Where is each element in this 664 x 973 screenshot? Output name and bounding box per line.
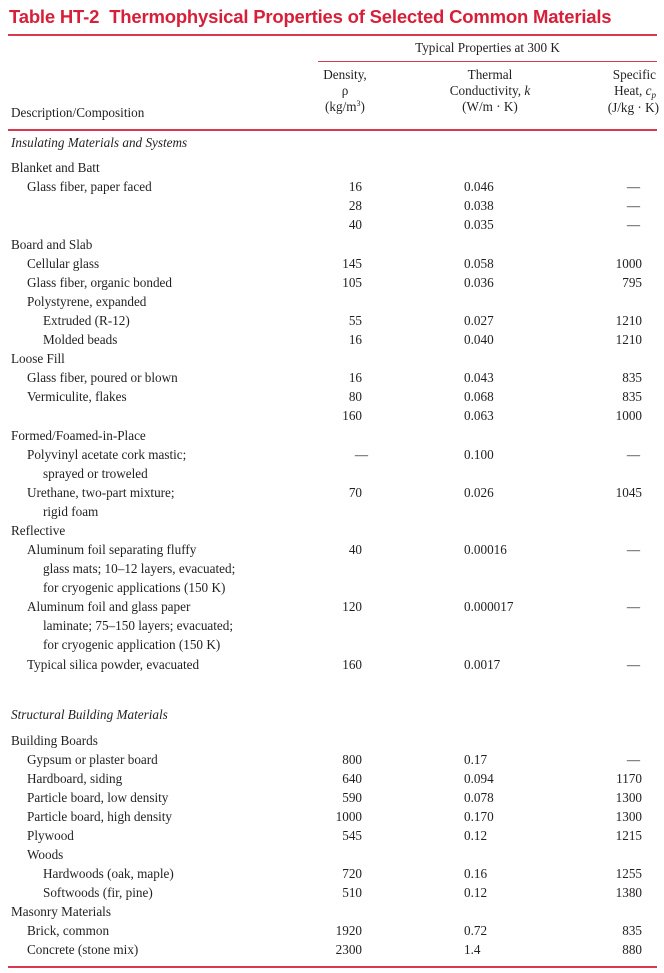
density-value: 55 <box>348 313 362 328</box>
material-description: sprayed or troweled <box>43 466 148 481</box>
specific-heat-value: 1045 <box>615 485 642 500</box>
table-row <box>0 845 664 864</box>
conductivity-value: 0.0017 <box>464 657 501 672</box>
conductivity-header-line2: Conductivity, k <box>449 83 531 98</box>
material-description: Vermiculite, flakes <box>27 389 127 404</box>
group-label: Loose Fill <box>11 351 65 366</box>
table-row <box>0 597 664 616</box>
material-description: Cellular glass <box>27 256 100 271</box>
group-row <box>0 349 664 368</box>
conductivity-value: 0.12 <box>464 885 488 900</box>
table-row <box>0 368 664 387</box>
conductivity-value: 0.058 <box>464 256 494 271</box>
category-label: Insulating Materials and Systems <box>11 135 188 150</box>
material-description: Woods <box>27 847 64 862</box>
density-value: 16 <box>348 332 362 347</box>
specific-heat-value: 1300 <box>615 809 642 824</box>
conductivity-value: 0.040 <box>464 332 494 347</box>
density-value: 16 <box>348 370 362 385</box>
specific-heat-value: 1255 <box>615 866 642 881</box>
table-row <box>0 540 664 559</box>
density-value: — <box>354 447 368 462</box>
material-description: Brick, common <box>27 923 110 938</box>
conductivity-value: 0.16 <box>464 866 488 881</box>
conductivity-value: 0.12 <box>464 828 488 843</box>
material-description: Particle board, low density <box>27 790 169 805</box>
density-value: 2300 <box>335 942 362 957</box>
material-description: Glass fiber, poured or blown <box>27 370 178 385</box>
table-row <box>0 196 664 215</box>
material-description: Molded beads <box>43 332 118 347</box>
specific-heat-value: 1210 <box>615 332 642 347</box>
table-row <box>0 921 664 940</box>
conductivity-value: 0.100 <box>464 447 494 462</box>
group-label: Formed/Foamed-in-Place <box>11 428 146 443</box>
specific-heat-value: 1000 <box>615 256 642 271</box>
density-value: 545 <box>342 828 362 843</box>
density-value: 145 <box>342 256 362 271</box>
conductivity-value: 0.046 <box>464 179 494 194</box>
category-row <box>0 705 664 724</box>
table-row <box>0 940 664 959</box>
table-number: Table HT-2 <box>9 6 100 27</box>
specific-heat-header-line1: Specific <box>612 67 656 82</box>
material-description: Glass fiber, paper faced <box>27 179 152 194</box>
specific-heat-value: — <box>626 542 640 557</box>
density-header <box>305 67 385 115</box>
density-value: 28 <box>348 198 362 213</box>
material-description: laminate; 75–150 layers; evacuated; <box>43 618 234 633</box>
conductivity-value: 0.038 <box>464 198 494 213</box>
density-value: 800 <box>342 752 362 767</box>
density-value: 1000 <box>335 809 362 824</box>
header-rule <box>8 129 657 131</box>
density-value: 40 <box>348 542 362 557</box>
density-value: 40 <box>348 217 362 232</box>
density-value: 160 <box>342 408 362 423</box>
material-description: Hardwoods (oak, maple) <box>43 866 174 881</box>
conductivity-value: 0.036 <box>464 275 494 290</box>
specific-heat-value: 795 <box>622 275 642 290</box>
specific-heat-value: 1000 <box>615 408 642 423</box>
density-value: 70 <box>348 485 362 500</box>
group-row <box>0 521 664 540</box>
specific-heat-value: 1300 <box>615 790 642 805</box>
conductivity-value: 0.027 <box>464 313 494 328</box>
density-value: 80 <box>348 389 362 404</box>
title-rule <box>8 34 657 36</box>
material-description: Polyvinyl acetate cork mastic; <box>27 447 187 462</box>
table-row <box>0 559 664 578</box>
material-description: Polystyrene, expanded <box>27 294 147 309</box>
specific-heat-value: 1215 <box>615 828 642 843</box>
table-row <box>0 254 664 273</box>
group-row <box>0 426 664 445</box>
conductivity-value: 0.72 <box>464 923 488 938</box>
density-value: 120 <box>342 599 362 614</box>
group-header-rule <box>318 61 657 62</box>
density-value: 1920 <box>335 923 362 938</box>
table-row <box>0 406 664 425</box>
specific-heat-value: — <box>626 599 640 614</box>
group-row <box>0 235 664 254</box>
group-label: Masonry Materials <box>11 904 111 919</box>
density-value: 590 <box>342 790 362 805</box>
conductivity-value: 0.094 <box>464 771 494 786</box>
specific-heat-value: — <box>626 657 640 672</box>
table-row <box>0 502 664 521</box>
description-header: Description/Composition <box>11 105 145 120</box>
conductivity-value: 0.170 <box>464 809 494 824</box>
table-row <box>0 387 664 406</box>
conductivity-value: 0.026 <box>464 485 494 500</box>
group-label: Reflective <box>11 523 66 538</box>
conductivity-value: 0.068 <box>464 389 494 404</box>
specific-heat-value: — <box>626 198 640 213</box>
conductivity-value: 0.00016 <box>464 542 507 557</box>
table-row <box>0 292 664 311</box>
conductivity-header <box>430 67 550 115</box>
category-label: Structural Building Materials <box>11 707 168 722</box>
category-row <box>0 133 664 152</box>
group-label: Building Boards <box>11 733 98 748</box>
density-symbol: ρ <box>341 83 349 98</box>
table-row <box>0 273 664 292</box>
group-header: Typical Properties at 300 K <box>415 40 560 55</box>
conductivity-value: 0.035 <box>464 217 494 232</box>
specific-heat-value: 1380 <box>615 885 642 900</box>
density-value: 640 <box>342 771 362 786</box>
specific-heat-unit: (J/kg · K) <box>607 100 659 115</box>
group-row <box>0 731 664 750</box>
density-value: 720 <box>342 866 362 881</box>
conductivity-unit: (W/m · K) <box>462 99 518 114</box>
conductivity-value: 0.078 <box>464 790 494 805</box>
density-value: 16 <box>348 179 362 194</box>
group-label: Blanket and Batt <box>11 160 100 175</box>
table-title <box>9 6 611 28</box>
group-label: Board and Slab <box>11 237 93 252</box>
table-row <box>0 655 664 674</box>
specific-heat-value: 1210 <box>615 313 642 328</box>
material-description: Gypsum or plaster board <box>27 752 158 767</box>
bottom-rule <box>8 966 657 968</box>
table-row <box>0 215 664 234</box>
material-description: Extruded (R-12) <box>43 313 130 328</box>
density-value: 160 <box>342 657 362 672</box>
table-row <box>0 883 664 902</box>
table-row <box>0 483 664 502</box>
specific-heat-value: — <box>626 752 640 767</box>
material-description: Typical silica powder, evacuated <box>27 657 200 672</box>
table-row <box>0 635 664 654</box>
table-row <box>0 750 664 769</box>
material-description: Softwoods (fir, pine) <box>43 885 153 900</box>
material-description: Hardboard, siding <box>27 771 123 786</box>
specific-heat-value: — <box>626 447 640 462</box>
material-description: Glass fiber, organic bonded <box>27 275 172 290</box>
conductivity-value: 0.063 <box>464 408 494 423</box>
conductivity-header-line1: Thermal <box>467 67 513 82</box>
density-value: 510 <box>342 885 362 900</box>
specific-heat-value: 835 <box>622 370 642 385</box>
material-description: for cryogenic application (150 K) <box>43 637 221 652</box>
material-description: rigid foam <box>43 504 99 519</box>
table-row <box>0 177 664 196</box>
specific-heat-value: 1170 <box>616 771 642 786</box>
table-row <box>0 769 664 788</box>
density-header-line1: Density, <box>323 67 367 82</box>
material-description: Urethane, two-part mixture; <box>27 485 175 500</box>
material-description: for cryogenic applications (150 K) <box>43 580 226 595</box>
table-row <box>0 807 664 826</box>
density-value: 105 <box>342 275 362 290</box>
material-description: Particle board, high density <box>27 809 173 824</box>
conductivity-value: 1.4 <box>464 942 481 957</box>
table-row <box>0 464 664 483</box>
material-description: Concrete (stone mix) <box>27 942 139 957</box>
table-row <box>0 578 664 597</box>
material-description: Aluminum foil separating fluffy <box>27 542 197 557</box>
table-row <box>0 826 664 845</box>
specific-heat-header <box>585 67 659 116</box>
table-row <box>0 311 664 330</box>
conductivity-value: 0.17 <box>464 752 488 767</box>
specific-heat-header-line2: Heat, $c_p$ <box>614 83 656 100</box>
material-description: Aluminum foil and glass paper <box>27 599 191 614</box>
material-description: glass mats; 10–12 layers, evacuated; <box>43 561 236 576</box>
table-row <box>0 330 664 349</box>
specific-heat-value: 835 <box>622 389 642 404</box>
specific-heat-value: 835 <box>622 923 642 938</box>
material-description: Plywood <box>27 828 74 843</box>
specific-heat-value: — <box>626 179 640 194</box>
table-row <box>0 788 664 807</box>
density-unit: $(kg/m^3)$ <box>325 99 365 114</box>
group-row <box>0 158 664 177</box>
table-row <box>0 445 664 464</box>
conductivity-value: 0.000017 <box>464 599 514 614</box>
conductivity-value: 0.043 <box>464 370 494 385</box>
specific-heat-value: 880 <box>622 942 642 957</box>
table-row <box>0 616 664 635</box>
specific-heat-value: — <box>626 217 640 232</box>
group-row <box>0 902 664 921</box>
table-title-text: Thermophysical Properties of Selected Common Materials <box>109 6 612 27</box>
table-row <box>0 864 664 883</box>
